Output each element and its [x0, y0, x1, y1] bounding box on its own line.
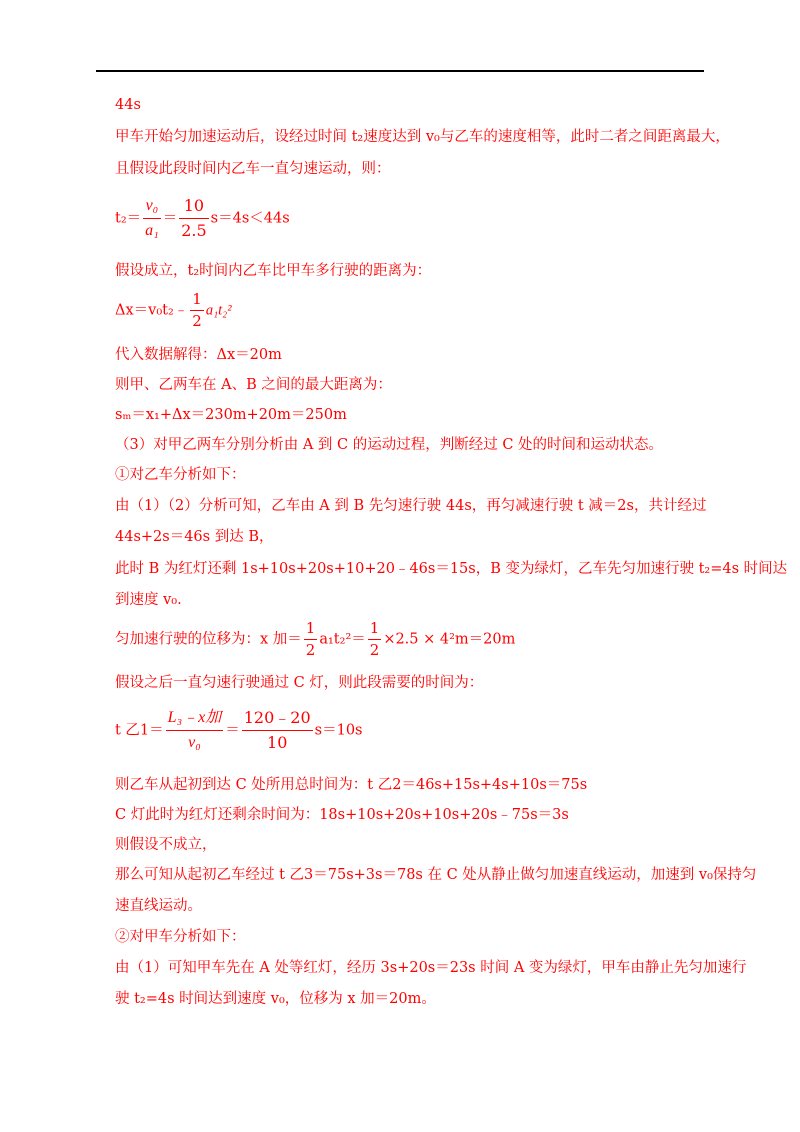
text-line: 到速度 v₀.: [115, 592, 182, 608]
fraction-numerator: L₃﹣x加: [166, 708, 224, 731]
text-line: C 灯此时为红灯还剩余时间为：18s+10s+20s+10s+20s﹣75s＝3s: [115, 807, 569, 823]
text-line: 假设成立，t₂时间内乙车比甲车多行驶的距离为：: [115, 263, 432, 279]
eq1-lhs: t₂＝: [115, 210, 142, 227]
text-line: 此时 B 为红灯还剩 1s+10s+20s+10+20﹣46s＝15s，B 变为绿灯，乙车先匀加速行驶 t₂=4s 时间达: [115, 561, 788, 577]
fraction: [368, 620, 382, 659]
fraction-denominator: 10: [267, 733, 288, 752]
fraction: [242, 708, 313, 753]
text-line: 由（1）（2）分析可知，乙车由 A 到 B 先匀速行驶 44s，再匀减速行驶 t 减＝2s，共计经过: [115, 498, 707, 514]
eq2-tail: a₁t₂²: [205, 302, 232, 319]
fraction-denominator: 2.5: [181, 221, 207, 240]
fraction-denominator: 2: [369, 641, 380, 659]
eq4-lhs: t 乙1＝: [115, 722, 164, 739]
text-line: 由（1）可知甲车先在 A 处等红灯，经历 3s+20s＝23s 时间 A 变为绿灯，甲车由静止先匀加速行: [115, 960, 747, 976]
equation-t2: t₂＝ $\frac{\text{v₀}}{\text{a₁}}$ ＝ $\frac{10}{2.5}$ s＝4s＜44s: [115, 196, 290, 240]
eq1-rhs: s＝4s＜44s: [210, 210, 290, 227]
fraction: [304, 620, 318, 659]
fraction-numerator: v₀: [143, 196, 161, 219]
text-line: 则乙车从起初到达 C 处所用总时间为：t 乙2＝46s+15s+4s+10s＝75s: [115, 777, 588, 793]
text-line: 驶 t₂=4s 时间达到速度 v₀，位移为 x 加＝20m。: [115, 991, 436, 1007]
fraction-numerator: 120﹣20: [242, 708, 313, 731]
fraction-denominator: 2: [192, 312, 202, 330]
eq4-rhs: s＝10s: [314, 722, 363, 739]
text-line: 44s+2s＝46s 到达 B，: [115, 529, 274, 545]
fraction-denominator: 2: [305, 641, 316, 659]
text-line: 44s: [115, 97, 141, 113]
text-line: ①对乙车分析如下：: [115, 467, 246, 483]
text-line: 假设之后一直匀速行驶通过 C 灯，则此段需要的时间为：: [115, 675, 484, 691]
text-line: 甲车开始匀加速运动后，设经过时间 t₂速度达到 v₀与乙车的速度相等，此时二者之间距离最大，: [115, 129, 730, 145]
text-line: 速直线运动。: [115, 898, 202, 914]
text-line: 且假设此段时间内乙车一直匀速运动，则：: [115, 161, 391, 177]
text-line: 则假设不成立，: [115, 837, 217, 853]
eq3-mid: a₁t₂²＝: [319, 631, 366, 648]
fraction-numerator: 10: [179, 196, 208, 219]
fraction: [143, 196, 161, 241]
equation-delta-x: [115, 291, 232, 330]
fraction: [166, 708, 224, 753]
fraction-numerator: 1: [190, 291, 204, 311]
eq3-rhs: ×2.5 × 4²m＝20m: [383, 631, 516, 648]
text-line: 则甲、乙两车在 A、B 之间的最大距离为：: [115, 377, 392, 393]
eq3-lhs: 匀加速行驶的位移为：x 加＝: [115, 631, 302, 648]
equation-t-yi-1: t 乙1＝ $\frac{\text{L₃﹣x加}}{\text{v₀}}$ ＝ $\frac{120﹣20}{10}$ s＝10s: [115, 708, 363, 752]
text-line: 代入数据解得：Δx＝20m: [115, 347, 282, 363]
fraction-numerator: 1: [368, 620, 382, 640]
eq2-text: Δx＝v₀t₂﹣: [115, 302, 189, 319]
fraction-denominator: v₀: [188, 734, 201, 751]
top-rule: [96, 70, 704, 72]
text-line: 那么可知从起初乙车经过 t 乙3＝75s+3s＝78s 在 C 处从静止做匀加速直线运动，加速到 v₀保持匀: [115, 867, 757, 883]
text-line: ②对甲车分析如下：: [115, 929, 246, 945]
text-line: sₘ＝x₁+Δx＝230m+20m＝250m: [115, 407, 347, 423]
equation-displacement: [115, 620, 515, 659]
text-line: （3）对甲乙两车分别分析由 A 到 C 的运动过程，判断经过 C 处的时间和运动状态。: [115, 437, 664, 453]
fraction: [190, 291, 204, 330]
fraction-denominator: a₁: [145, 222, 159, 239]
fraction-numerator: 1: [304, 620, 318, 640]
fraction: [179, 196, 208, 241]
